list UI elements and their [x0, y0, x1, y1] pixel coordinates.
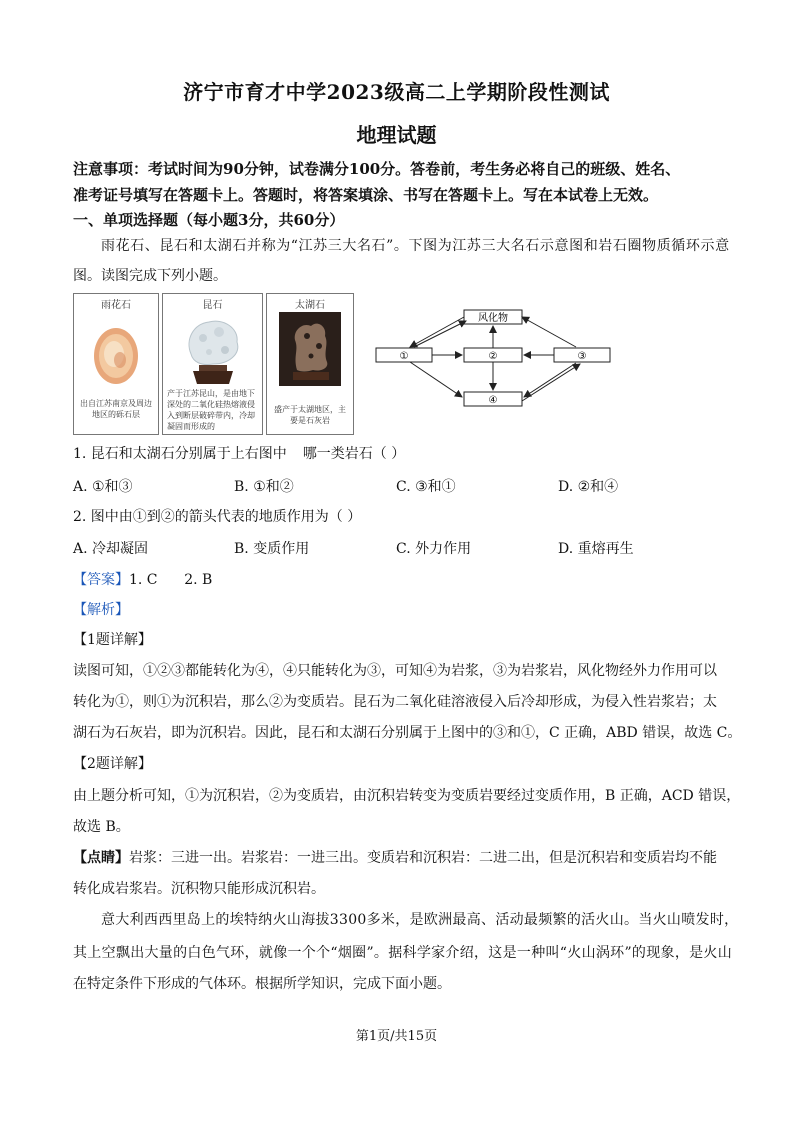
q1-stem-a: 1. 昆石和太湖石分别属于上右图中: [73, 446, 287, 462]
q1-option-d: D. ②和④: [558, 479, 619, 495]
tip-text-1: 岩浆：三进一出。岩浆岩：一进三出。变质岩和沉积岩：二进二出，但是沉积岩和变质岩均不能: [129, 850, 717, 866]
answer-text: 1. C 2. B: [129, 572, 213, 588]
next-intro-line-2: 其上空飘出大量的白色气环，就像一个个“烟圈”。据科学家介绍，这是一种叫“火山涡环”的现象，是火山: [73, 945, 733, 961]
detail2-line-2: 故选 B。: [73, 819, 130, 835]
stone-panel-taihu: [266, 293, 354, 435]
stone-caption: 出自江苏南京及周边地区的砾石层: [80, 399, 152, 419]
detail2-line-1: 由上题分析可知，①为沉积岩，②为变质岩，由沉积岩转变为变质岩要经过变质作用，B 正确，ACD 错误，: [73, 788, 741, 804]
notice-line-2: 准考证号填写在答题卡上。答题时，将答案填涂、书写在答题卡上。写在本试卷上无效。: [73, 186, 659, 204]
rock-cycle-diagram: [370, 300, 620, 415]
answer-line: [73, 569, 212, 589]
q2-option-b: B. 变质作用: [234, 541, 310, 557]
arrow-3-to-4: [524, 363, 576, 397]
tip-tag: 【点睛】: [73, 850, 129, 866]
q1-stem-b: 哪一类岩石（ ）: [302, 446, 406, 462]
stone-name: 昆石: [202, 300, 223, 311]
taihu-stone-image: [267, 310, 353, 392]
exam-title: 济宁市育才中学2023级高二上学期阶段性测试: [183, 80, 610, 104]
detail1-tag: 【1题详解】: [73, 632, 152, 648]
detail1-line-1: 读图可知，①②③都能转化为④，④只能转化为③，可知④为岩浆，③为岩浆岩，风化物经外力作用可以: [73, 663, 717, 679]
label-1: ①: [399, 351, 409, 362]
detail1-line-3: 湖石为石灰岩，即为沉积岩。因此，昆石和太湖石分别属于上图中的③和①，C 正确，ABD 错误，故选 C。: [73, 725, 742, 741]
stone-name: 太湖石: [295, 300, 325, 311]
intro-line-1: 雨花石、昆石和太湖石并称为“江苏三大名石”。下图为江苏三大名石示意图和岩石圈物质循环示意: [101, 238, 730, 254]
next-intro-line-1: 意大利西西里岛上的埃特纳火山海拔3300多米，是欧洲最高、活动最频繁的活火山。当火山喷发时，: [101, 912, 739, 928]
label-2: ②: [488, 351, 498, 362]
exam-subtitle: 地理试题: [356, 123, 437, 147]
label-4: ④: [488, 395, 498, 406]
answer-tag: 【答案】: [73, 572, 129, 588]
stone-panel-kun: [162, 293, 263, 435]
q2-stem: 2. 图中由①到②的箭头代表的地质作用为（ ）: [73, 509, 362, 525]
arrow-weathered-to-1: [410, 317, 464, 347]
detail2-tag: 【2题详解】: [73, 756, 152, 772]
arrow-1-to-weathered: [414, 321, 466, 347]
q1-option-b: B. ①和②: [234, 479, 294, 495]
detail1-line-2: 转化为①，则①为沉积岩，那么②为变质岩。昆石为二氧化硅溶液侵入后冷却形成，为侵入性岩浆岩；太: [73, 694, 717, 710]
label-3: ③: [577, 351, 587, 362]
q1-option-a: A. ①和③: [73, 479, 133, 495]
analysis-tag: 【解析】: [73, 602, 129, 618]
stone-name: 雨花石: [101, 300, 131, 311]
tip-line-1: [73, 848, 717, 868]
section-heading: 一、单项选择题（每小题3分，共60分）: [73, 211, 345, 229]
yuhua-stone-image: [74, 316, 158, 396]
next-intro-line-3: 在特定条件下形成的气体环。根据所学知识，完成下面小题。: [73, 976, 451, 992]
q1-stem: [73, 444, 405, 464]
notice-line-1: 注意事项：考试时间为90分钟，试卷满分100分。答卷前，考生务必将自己的班级、姓名、: [73, 160, 681, 178]
stone-caption: 产于江苏昆山，是由地下深处的二氧化硅热熔液侵入到断层破碎带内，冷却凝固而形成的: [167, 389, 255, 431]
q2-option-c: C. 外力作用: [396, 541, 472, 557]
page-footer: 第1页/共15页: [355, 1029, 438, 1044]
arrow-1-to-4: [410, 362, 462, 397]
label-weathered: 风化物: [478, 313, 508, 324]
q1-option-c: C. ③和①: [396, 479, 456, 495]
stone-caption: 盛产于太湖地区，主要是石灰岩: [274, 405, 346, 425]
stone-panel-yuhua: [73, 293, 159, 435]
tip-line-2: 转化成岩浆岩。沉积物只能形成沉积岩。: [73, 881, 325, 897]
intro-line-2: 图。读图完成下列小题。: [73, 268, 227, 284]
kun-stone-image: [163, 310, 262, 388]
arrow-3-to-weathered: [522, 317, 576, 347]
q2-option-d: D. 重熔再生: [558, 541, 634, 557]
q2-option-a: A. 冷却凝固: [73, 541, 149, 557]
arrow-4-to-3: [522, 364, 580, 401]
